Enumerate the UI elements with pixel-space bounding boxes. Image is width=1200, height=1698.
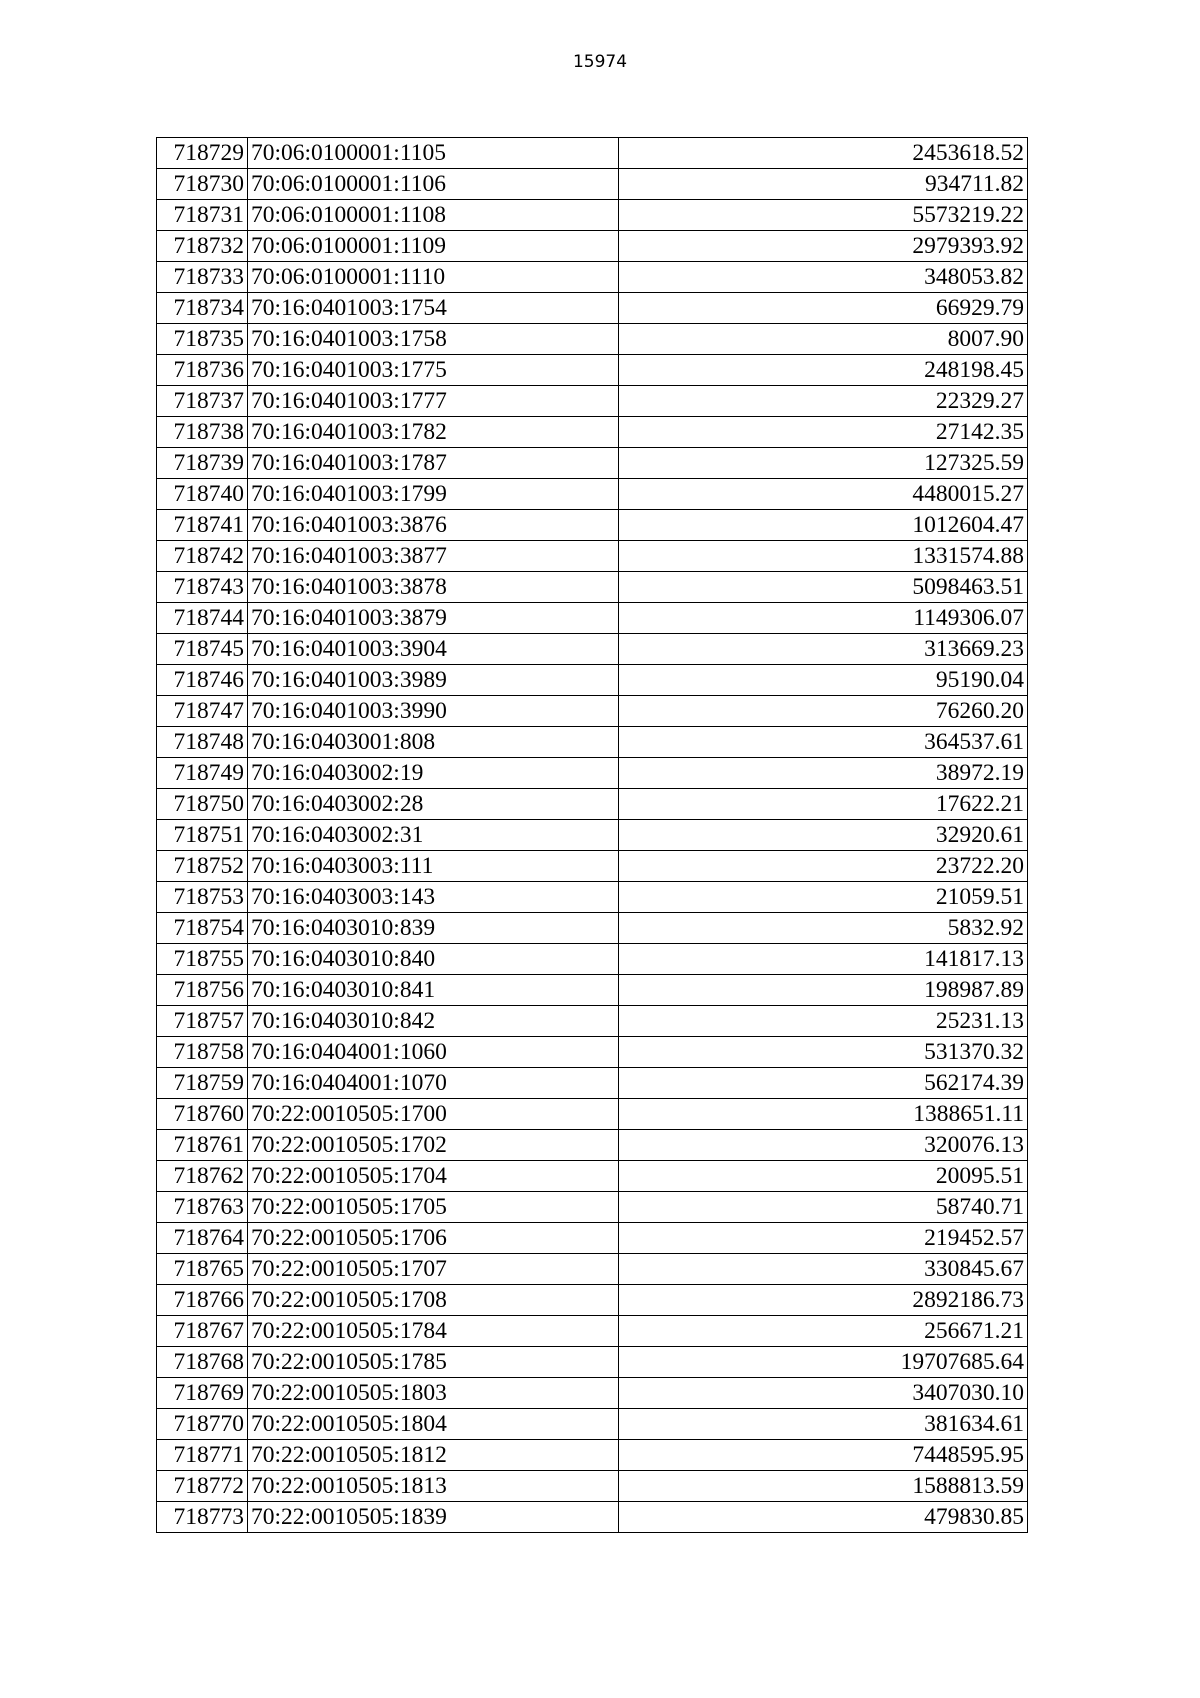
cadastral-number-cell: 70:06:0100001:1109 bbox=[248, 231, 619, 262]
cadastral-number-cell: 70:22:0010505:1702 bbox=[248, 1130, 619, 1161]
cadastral-value-cell: 381634.61 bbox=[619, 1409, 1028, 1440]
cadastral-value-cell: 23722.20 bbox=[619, 851, 1028, 882]
cadastral-number-cell: 70:16:0403010:841 bbox=[248, 975, 619, 1006]
cadastral-number-cell: 70:22:0010505:1700 bbox=[248, 1099, 619, 1130]
row-number-cell: 718750 bbox=[157, 789, 248, 820]
cadastral-value-cell: 20095.51 bbox=[619, 1161, 1028, 1192]
row-number-cell: 718766 bbox=[157, 1285, 248, 1316]
cadastral-value-cell: 330845.67 bbox=[619, 1254, 1028, 1285]
cadastral-value-cell: 25231.13 bbox=[619, 1006, 1028, 1037]
table-row bbox=[157, 1285, 1028, 1316]
cadastral-value-cell: 531370.32 bbox=[619, 1037, 1028, 1068]
cadastral-value-cell: 1588813.59 bbox=[619, 1471, 1028, 1502]
table-row bbox=[157, 1316, 1028, 1347]
cadastral-value-cell: 95190.04 bbox=[619, 665, 1028, 696]
row-number-cell: 718737 bbox=[157, 386, 248, 417]
row-number-cell: 718732 bbox=[157, 231, 248, 262]
cadastral-value-cell: 256671.21 bbox=[619, 1316, 1028, 1347]
table-row bbox=[157, 1006, 1028, 1037]
cadastral-value-cell: 38972.19 bbox=[619, 758, 1028, 789]
table-row bbox=[157, 417, 1028, 448]
table-row bbox=[157, 696, 1028, 727]
table-row bbox=[157, 727, 1028, 758]
cadastral-value-cell: 313669.23 bbox=[619, 634, 1028, 665]
cadastral-number-cell: 70:16:0403010:840 bbox=[248, 944, 619, 975]
table-row bbox=[157, 572, 1028, 603]
row-number-cell: 718734 bbox=[157, 293, 248, 324]
row-number-cell: 718743 bbox=[157, 572, 248, 603]
row-number-cell: 718772 bbox=[157, 1471, 248, 1502]
cadastral-value-cell: 4480015.27 bbox=[619, 479, 1028, 510]
table-row bbox=[157, 789, 1028, 820]
cadastral-number-cell: 70:16:0404001:1060 bbox=[248, 1037, 619, 1068]
cadastral-number-cell: 70:16:0401003:1787 bbox=[248, 448, 619, 479]
table-row bbox=[157, 293, 1028, 324]
row-number-cell: 718749 bbox=[157, 758, 248, 789]
row-number-cell: 718740 bbox=[157, 479, 248, 510]
cadastral-value-cell: 2453618.52 bbox=[619, 138, 1028, 169]
cadastral-number-cell: 70:22:0010505:1706 bbox=[248, 1223, 619, 1254]
cadastral-number-cell: 70:16:0403002:31 bbox=[248, 820, 619, 851]
row-number-cell: 718747 bbox=[157, 696, 248, 727]
cadastral-number-cell: 70:16:0401003:3876 bbox=[248, 510, 619, 541]
cadastral-value-cell: 934711.82 bbox=[619, 169, 1028, 200]
row-number-cell: 718761 bbox=[157, 1130, 248, 1161]
table-row bbox=[157, 1254, 1028, 1285]
cadastral-number-cell: 70:16:0403003:143 bbox=[248, 882, 619, 913]
cadastral-value-cell: 7448595.95 bbox=[619, 1440, 1028, 1471]
cadastral-number-cell: 70:06:0100001:1105 bbox=[248, 138, 619, 169]
row-number-cell: 718762 bbox=[157, 1161, 248, 1192]
table-row bbox=[157, 820, 1028, 851]
cadastral-number-cell: 70:16:0403010:839 bbox=[248, 913, 619, 944]
cadastral-number-cell: 70:16:0401003:3878 bbox=[248, 572, 619, 603]
row-number-cell: 718767 bbox=[157, 1316, 248, 1347]
cadastral-number-cell: 70:16:0403003:111 bbox=[248, 851, 619, 882]
row-number-cell: 718729 bbox=[157, 138, 248, 169]
cadastral-value-cell: 2892186.73 bbox=[619, 1285, 1028, 1316]
row-number-cell: 718764 bbox=[157, 1223, 248, 1254]
row-number-cell: 718736 bbox=[157, 355, 248, 386]
table-row bbox=[157, 851, 1028, 882]
cadastral-value-cell: 219452.57 bbox=[619, 1223, 1028, 1254]
cadastral-value-cell: 19707685.64 bbox=[619, 1347, 1028, 1378]
cadastral-number-cell: 70:16:0404001:1070 bbox=[248, 1068, 619, 1099]
row-number-cell: 718745 bbox=[157, 634, 248, 665]
cadastral-value-cell: 5573219.22 bbox=[619, 200, 1028, 231]
table-row bbox=[157, 634, 1028, 665]
cadastral-number-cell: 70:22:0010505:1839 bbox=[248, 1502, 619, 1533]
cadastral-value-table bbox=[156, 137, 1028, 1533]
cadastral-value-cell: 127325.59 bbox=[619, 448, 1028, 479]
table-row bbox=[157, 1347, 1028, 1378]
cadastral-number-cell: 70:22:0010505:1708 bbox=[248, 1285, 619, 1316]
cadastral-value-cell: 562174.39 bbox=[619, 1068, 1028, 1099]
cadastral-number-cell: 70:16:0401003:3877 bbox=[248, 541, 619, 572]
cadastral-value-cell: 8007.90 bbox=[619, 324, 1028, 355]
table-row bbox=[157, 1223, 1028, 1254]
row-number-cell: 718757 bbox=[157, 1006, 248, 1037]
table-row bbox=[157, 200, 1028, 231]
cadastral-number-cell: 70:22:0010505:1813 bbox=[248, 1471, 619, 1502]
table-row bbox=[157, 1099, 1028, 1130]
row-number-cell: 718748 bbox=[157, 727, 248, 758]
cadastral-value-cell: 17622.21 bbox=[619, 789, 1028, 820]
table-row bbox=[157, 510, 1028, 541]
cadastral-number-cell: 70:16:0403002:28 bbox=[248, 789, 619, 820]
cadastral-value-cell: 58740.71 bbox=[619, 1192, 1028, 1223]
table-row bbox=[157, 355, 1028, 386]
table-row bbox=[157, 603, 1028, 634]
table-row bbox=[157, 1440, 1028, 1471]
cadastral-value-cell: 1388651.11 bbox=[619, 1099, 1028, 1130]
cadastral-number-cell: 70:22:0010505:1707 bbox=[248, 1254, 619, 1285]
cadastral-value-cell: 348053.82 bbox=[619, 262, 1028, 293]
row-number-cell: 718773 bbox=[157, 1502, 248, 1533]
row-number-cell: 718751 bbox=[157, 820, 248, 851]
table-row bbox=[157, 262, 1028, 293]
cadastral-value-cell: 66929.79 bbox=[619, 293, 1028, 324]
row-number-cell: 718754 bbox=[157, 913, 248, 944]
cadastral-value-cell: 5098463.51 bbox=[619, 572, 1028, 603]
table-row bbox=[157, 448, 1028, 479]
cadastral-number-cell: 70:06:0100001:1108 bbox=[248, 200, 619, 231]
table-row bbox=[157, 1130, 1028, 1161]
table-row bbox=[157, 1161, 1028, 1192]
table-row bbox=[157, 386, 1028, 417]
cadastral-value-cell: 1331574.88 bbox=[619, 541, 1028, 572]
table-row bbox=[157, 231, 1028, 262]
cadastral-value-cell: 32920.61 bbox=[619, 820, 1028, 851]
cadastral-value-cell: 479830.85 bbox=[619, 1502, 1028, 1533]
row-number-cell: 718752 bbox=[157, 851, 248, 882]
table-row bbox=[157, 541, 1028, 572]
row-number-cell: 718744 bbox=[157, 603, 248, 634]
table-row bbox=[157, 913, 1028, 944]
table-row bbox=[157, 138, 1028, 169]
cadastral-number-cell: 70:16:0401003:1758 bbox=[248, 324, 619, 355]
cadastral-number-cell: 70:22:0010505:1784 bbox=[248, 1316, 619, 1347]
row-number-cell: 718742 bbox=[157, 541, 248, 572]
row-number-cell: 718733 bbox=[157, 262, 248, 293]
table-row bbox=[157, 479, 1028, 510]
cadastral-number-cell: 70:22:0010505:1812 bbox=[248, 1440, 619, 1471]
cadastral-value-cell: 5832.92 bbox=[619, 913, 1028, 944]
table-row bbox=[157, 665, 1028, 696]
row-number-cell: 718768 bbox=[157, 1347, 248, 1378]
cadastral-number-cell: 70:22:0010505:1803 bbox=[248, 1378, 619, 1409]
cadastral-value-cell: 248198.45 bbox=[619, 355, 1028, 386]
row-number-cell: 718741 bbox=[157, 510, 248, 541]
cadastral-number-cell: 70:16:0401003:1782 bbox=[248, 417, 619, 448]
table-row bbox=[157, 324, 1028, 355]
cadastral-number-cell: 70:22:0010505:1704 bbox=[248, 1161, 619, 1192]
table-row bbox=[157, 1502, 1028, 1533]
cadastral-value-cell: 27142.35 bbox=[619, 417, 1028, 448]
cadastral-value-cell: 320076.13 bbox=[619, 1130, 1028, 1161]
row-number-cell: 718731 bbox=[157, 200, 248, 231]
cadastral-number-cell: 70:16:0401003:1754 bbox=[248, 293, 619, 324]
row-number-cell: 718770 bbox=[157, 1409, 248, 1440]
table-row bbox=[157, 944, 1028, 975]
table-row bbox=[157, 975, 1028, 1006]
table-row bbox=[157, 1037, 1028, 1068]
cadastral-value-cell: 21059.51 bbox=[619, 882, 1028, 913]
page-number: 15974 bbox=[572, 52, 628, 72]
cadastral-value-cell: 3407030.10 bbox=[619, 1378, 1028, 1409]
table-row bbox=[157, 1068, 1028, 1099]
row-number-cell: 718763 bbox=[157, 1192, 248, 1223]
row-number-cell: 718738 bbox=[157, 417, 248, 448]
cadastral-value-cell: 1012604.47 bbox=[619, 510, 1028, 541]
cadastral-number-cell: 70:16:0401003:3989 bbox=[248, 665, 619, 696]
cadastral-number-cell: 70:16:0401003:1777 bbox=[248, 386, 619, 417]
table-row bbox=[157, 1378, 1028, 1409]
cadastral-number-cell: 70:06:0100001:1106 bbox=[248, 169, 619, 200]
cadastral-value-cell: 141817.13 bbox=[619, 944, 1028, 975]
cadastral-number-cell: 70:16:0403010:842 bbox=[248, 1006, 619, 1037]
table-row bbox=[157, 758, 1028, 789]
cadastral-number-cell: 70:16:0401003:3904 bbox=[248, 634, 619, 665]
table-row bbox=[157, 882, 1028, 913]
table-row bbox=[157, 1471, 1028, 1502]
row-number-cell: 718765 bbox=[157, 1254, 248, 1285]
cadastral-number-cell: 70:16:0401003:3990 bbox=[248, 696, 619, 727]
row-number-cell: 718771 bbox=[157, 1440, 248, 1471]
row-number-cell: 718769 bbox=[157, 1378, 248, 1409]
row-number-cell: 718758 bbox=[157, 1037, 248, 1068]
cadastral-value-cell: 364537.61 bbox=[619, 727, 1028, 758]
row-number-cell: 718759 bbox=[157, 1068, 248, 1099]
table-row bbox=[157, 169, 1028, 200]
cadastral-value-cell: 198987.89 bbox=[619, 975, 1028, 1006]
cadastral-value-cell: 76260.20 bbox=[619, 696, 1028, 727]
cadastral-number-cell: 70:16:0403001:808 bbox=[248, 727, 619, 758]
row-number-cell: 718753 bbox=[157, 882, 248, 913]
cadastral-value-cell: 1149306.07 bbox=[619, 603, 1028, 634]
row-number-cell: 718735 bbox=[157, 324, 248, 355]
cadastral-number-cell: 70:22:0010505:1804 bbox=[248, 1409, 619, 1440]
row-number-cell: 718739 bbox=[157, 448, 248, 479]
cadastral-value-cell: 2979393.92 bbox=[619, 231, 1028, 262]
cadastral-number-cell: 70:16:0401003:1799 bbox=[248, 479, 619, 510]
row-number-cell: 718756 bbox=[157, 975, 248, 1006]
row-number-cell: 718760 bbox=[157, 1099, 248, 1130]
table-row bbox=[157, 1192, 1028, 1223]
cadastral-number-cell: 70:16:0403002:19 bbox=[248, 758, 619, 789]
row-number-cell: 718755 bbox=[157, 944, 248, 975]
table-row bbox=[157, 1409, 1028, 1440]
table-body bbox=[157, 138, 1028, 1533]
cadastral-number-cell: 70:22:0010505:1785 bbox=[248, 1347, 619, 1378]
cadastral-number-cell: 70:16:0401003:1775 bbox=[248, 355, 619, 386]
cadastral-number-cell: 70:06:0100001:1110 bbox=[248, 262, 619, 293]
row-number-cell: 718730 bbox=[157, 169, 248, 200]
row-number-cell: 718746 bbox=[157, 665, 248, 696]
cadastral-number-cell: 70:22:0010505:1705 bbox=[248, 1192, 619, 1223]
cadastral-number-cell: 70:16:0401003:3879 bbox=[248, 603, 619, 634]
cadastral-value-cell: 22329.27 bbox=[619, 386, 1028, 417]
